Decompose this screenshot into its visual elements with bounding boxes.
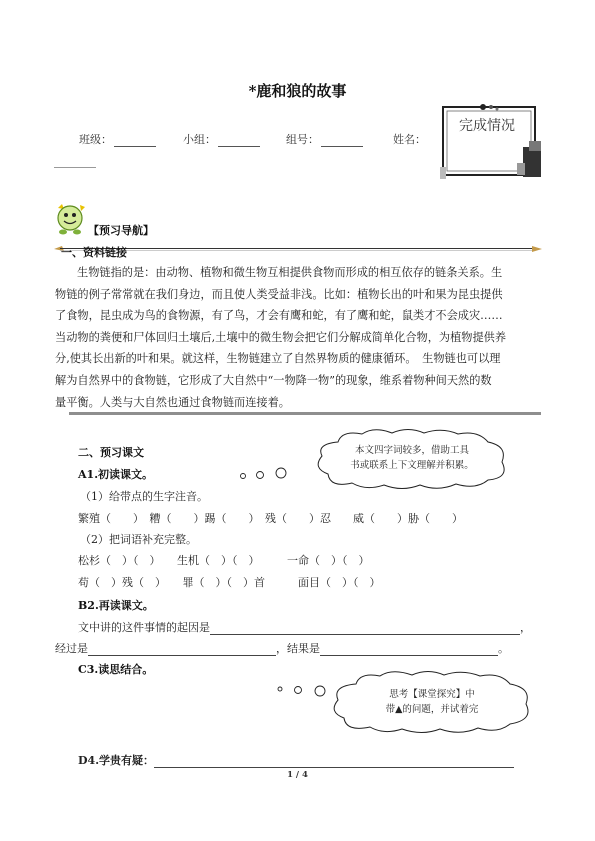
name-field [393, 131, 426, 147]
paragraph-line: 生物链指的是：由动物、植物和微生物互相提供食物而形成的相互依存的链条关系。生 [77, 266, 503, 279]
cloud-line: 思考【课堂探究】中 [389, 689, 475, 700]
cloud-line: 带▲的问题，并试着完 [385, 704, 479, 715]
section1-heading: 一、资料链接 [61, 246, 127, 259]
class-blank[interactable] [114, 146, 156, 147]
group-number-label: 组号： [286, 133, 319, 146]
smiley-mascot-icon [52, 202, 90, 242]
paragraph-line: 量平衡。人类与大自然也通过食物链而连接着。 [55, 395, 290, 409]
completion-stamp [437, 101, 544, 181]
name-blank[interactable] [54, 167, 96, 168]
page-number: 1 / 4 [287, 770, 308, 780]
c3-title: C3.读思结合。 [78, 663, 154, 676]
words-row-1[interactable]: 松杉（ ）（ ） 生机（ ）（ ） 一命（ ）（ ） [78, 554, 370, 567]
class-label: 班级： [79, 133, 112, 146]
b2-line1: 文中讲的这件事情的起因是 ， [78, 621, 531, 634]
a1-title: A1.初读课文。 [78, 468, 154, 481]
process-label: 经过是 [55, 642, 88, 655]
cause-blank[interactable] [210, 624, 520, 635]
stamp-text: 完成情况 [459, 118, 515, 134]
class-field [79, 131, 156, 147]
b2-title: B2.再读课文。 [78, 599, 154, 612]
stamp-frame-icon [437, 101, 544, 181]
cloud-line: 本文四字词较多，借助工具 [354, 445, 469, 456]
cloud-line: 书或联系上下文理解并积累。 [350, 460, 474, 471]
preview-nav-title: 【预习导航】 [88, 224, 154, 237]
decorative-rule [54, 238, 542, 244]
a1-sub1: （1）给带点的生字注音。 [80, 490, 208, 503]
d4-line [78, 752, 514, 768]
d4-title: D4.学贵有疑： [78, 754, 155, 767]
section2-heading: 二、预习课文 [78, 446, 144, 459]
group-blank[interactable] [218, 146, 260, 147]
question-blank[interactable] [154, 757, 514, 768]
result-label: ，结果是 [276, 642, 320, 655]
b2-line2: 经过是 ，结果是 。 [55, 642, 509, 655]
paragraph-line: 了食物，昆虫成为鸟的食物源，有了鸟，才会有鹰和蛇，有了鹰和蛇，鼠类才不会成灾…… [55, 309, 503, 323]
tip-cloud [312, 428, 512, 492]
page-title: *鹿和狼的故事 [248, 82, 347, 100]
a1-sub2: （2）把词语补充完整。 [80, 533, 197, 546]
thought-bubbles-icon [238, 466, 290, 486]
group-number-blank[interactable] [321, 146, 363, 147]
name-label: 姓名： [393, 133, 426, 146]
pinyin-row[interactable]: 繁殖（ ） 糟（ ）踢（ ） 残（ ）忍 威（ ）胁（ ） [78, 512, 463, 525]
cause-label: 文中讲的这件事情的起因是 [78, 621, 210, 634]
paragraph-line: 物链的例子常常就在我们身边，而且使人类受益非浅。比如：植物长出的叶和果为昆虫提供 [55, 287, 503, 301]
result-blank[interactable] [320, 645, 498, 656]
section-divider [69, 412, 541, 415]
group-number-field [286, 131, 363, 147]
paragraph-line: 分,使其长出新的叶和果。就这样，生物链建立了自然界物质的健康循环。 生物链也可以理 [55, 352, 501, 366]
paragraph-line: 解为自然界中的食物链，它形成了大自然中“一物降一物”的现象，维系着物种间天然的数 [55, 373, 492, 387]
group-label: 小组： [183, 133, 216, 146]
tip-cloud [328, 670, 536, 736]
paragraph-line: 当动物的粪便和尸体回归土壤后,土壤中的微生物会把它们分解成简单化合物，为植物提供养 [55, 330, 507, 344]
process-blank[interactable] [88, 645, 276, 656]
words-row-2[interactable]: 苟（ ）残（ ） 罪（ ）（ ）首 面目（ ）（ ） [78, 576, 381, 589]
group-field [183, 131, 260, 147]
thought-bubbles-icon [276, 683, 330, 703]
section1-paragraph [55, 262, 545, 413]
